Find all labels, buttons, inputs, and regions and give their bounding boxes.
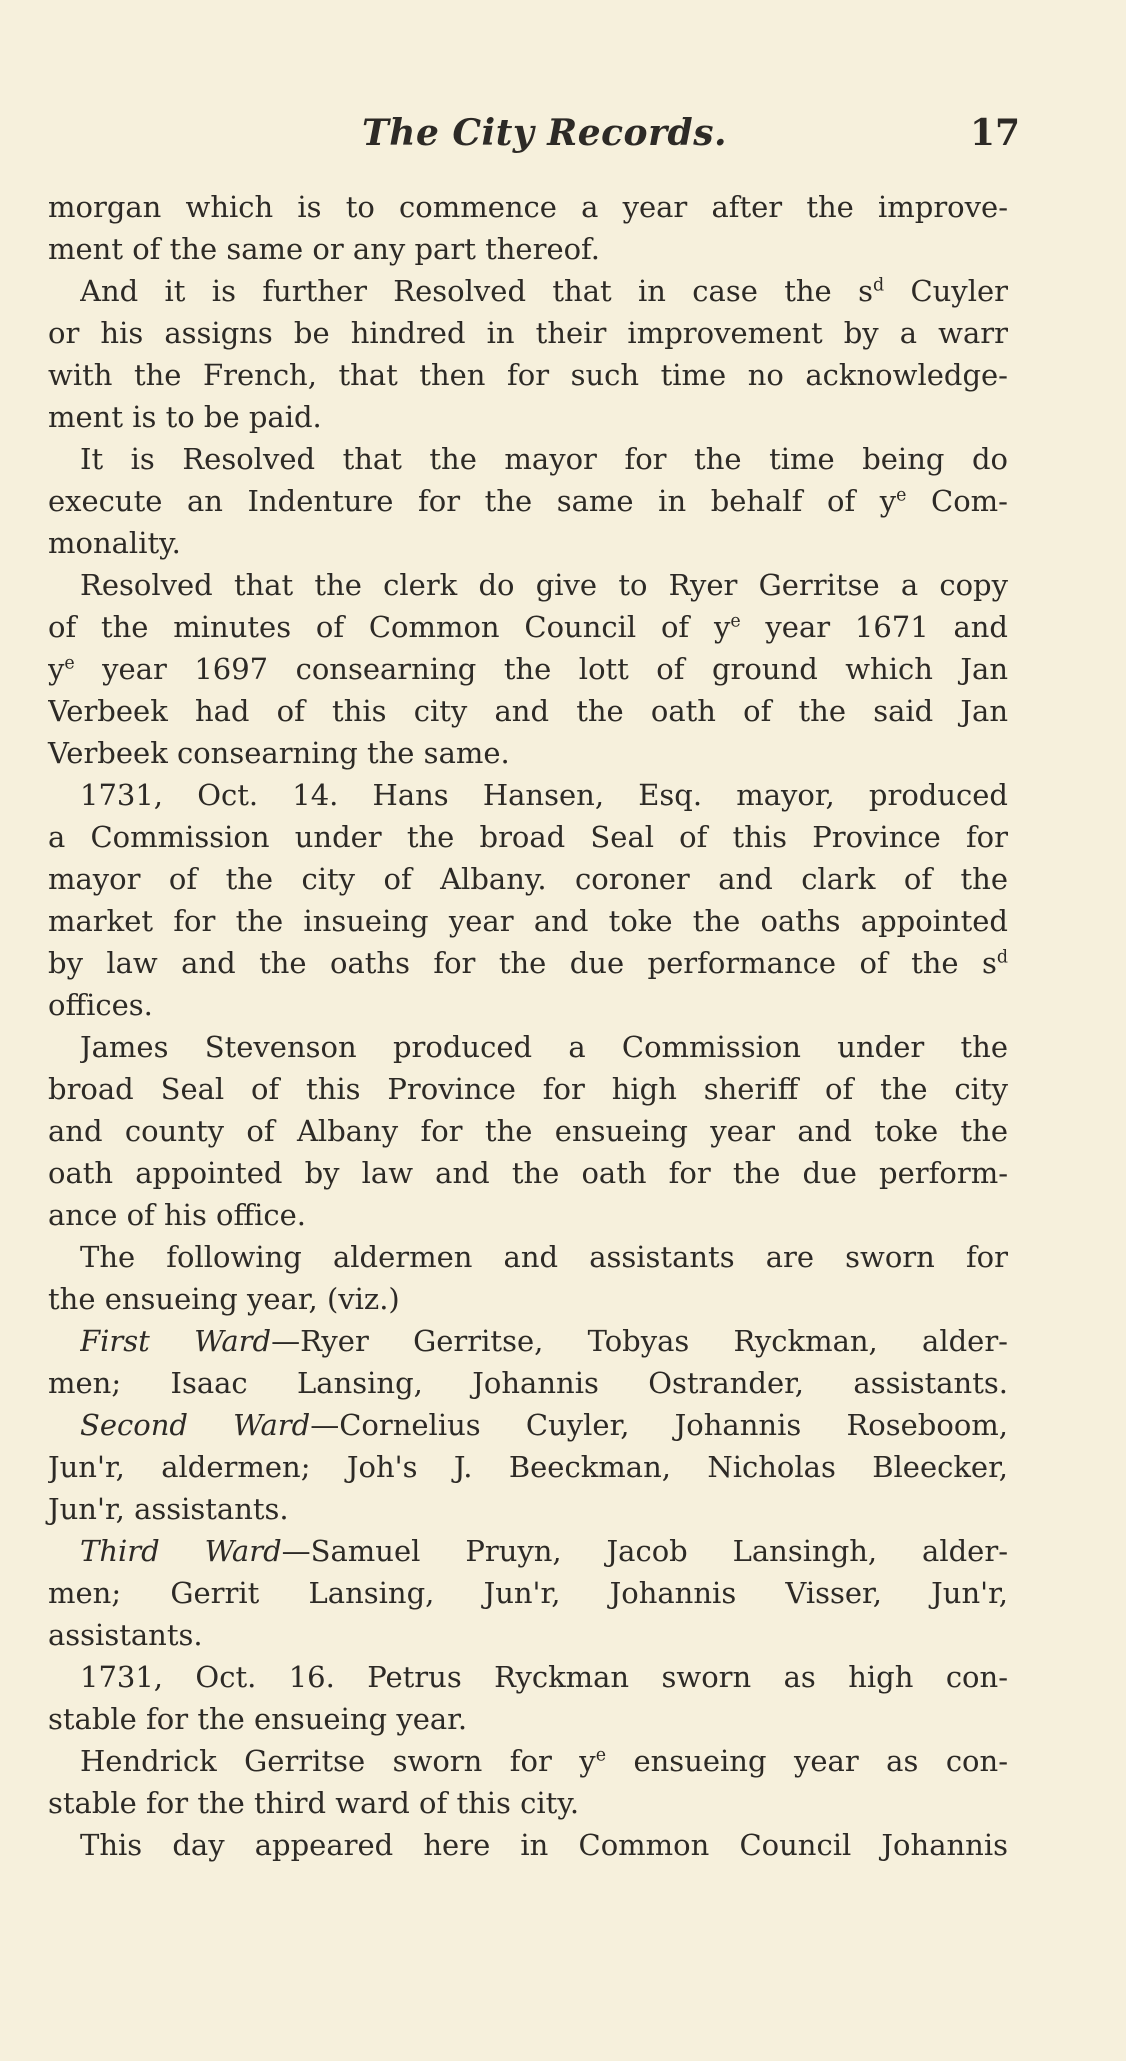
- text-line-content: [80, 1824, 1008, 1866]
- text-line: [0, 270, 1126, 312]
- text-line-content: [48, 228, 600, 270]
- text-line: [0, 942, 1126, 984]
- text-line: [0, 1278, 1126, 1320]
- superscript-abbrev: e: [64, 653, 75, 674]
- text-line-content: [48, 480, 1008, 522]
- text-line: [0, 1530, 1126, 1572]
- text-line: [0, 816, 1126, 858]
- superscript-abbrev: e: [730, 611, 741, 632]
- text-line-content: [80, 438, 1008, 480]
- text-line-content: [48, 816, 1008, 858]
- text-line: [0, 984, 1126, 1026]
- text-line-content: [48, 1572, 1008, 1614]
- text-line-content: [80, 564, 1008, 606]
- text-line: [0, 1152, 1126, 1194]
- text-line: [0, 564, 1126, 606]
- text-line: [0, 900, 1126, 942]
- text-line-content: [48, 1488, 289, 1530]
- text-line: [0, 438, 1126, 480]
- text-line-content: [48, 690, 1008, 732]
- text-segment: Cuyler: [884, 274, 1008, 308]
- superscript-abbrev: d: [996, 947, 1008, 968]
- text-segment: ensueing year as con-: [606, 1744, 1008, 1778]
- text-line-content: [48, 984, 153, 1026]
- text-segment: stable for the ensueing year.: [48, 1702, 468, 1736]
- text-line: [0, 186, 1126, 228]
- text-line: [0, 1404, 1126, 1446]
- text-segment: of the minutes of Common Council of y: [48, 610, 731, 644]
- text-line-content: [48, 858, 1008, 900]
- text-segment: oath appointed by law and the oath for the due perform-: [48, 1156, 1008, 1190]
- text-line-content: [48, 1362, 1008, 1404]
- text-segment: Verbeek consearning the same.: [48, 736, 510, 770]
- text-line-content: [48, 1698, 467, 1740]
- text-line: [0, 648, 1126, 690]
- text-line-content: [80, 1404, 1008, 1446]
- text-segment: Hendrick Gerritse sworn for y: [80, 1744, 596, 1778]
- text-line: [0, 1320, 1126, 1362]
- text-segment: Jun'r, aldermen; Joh's J. Beeckman, Nicholas Bleecker,: [48, 1450, 1008, 1484]
- text-line: [0, 480, 1126, 522]
- text-line: [0, 1782, 1126, 1824]
- text-line-content: [48, 1152, 1008, 1194]
- text-segment: 1731, Oct. 16. Petrus Ryckman sworn as high con-: [80, 1660, 1008, 1694]
- text-segment: offices.: [48, 988, 153, 1022]
- text-segment: or his assigns be hindred in their improvement by a warr: [48, 316, 1008, 350]
- text-line-content: [80, 1740, 1008, 1782]
- text-line: [0, 732, 1126, 774]
- text-line: [0, 1698, 1126, 1740]
- ward-heading: Third Ward: [80, 1534, 282, 1568]
- text-segment: It is Resolved that the mayor for the time being do: [80, 442, 1008, 476]
- text-segment: Resolved that the clerk do give to Ryer Gerritse a copy: [80, 568, 1008, 602]
- superscript-abbrev: e: [896, 485, 907, 506]
- text-segment: ment is to be paid.: [48, 400, 322, 434]
- superscript-abbrev: e: [595, 1745, 606, 1766]
- text-line-content: [48, 1110, 1008, 1152]
- text-segment: stable for the third ward of this city.: [48, 1786, 580, 1820]
- text-line: [0, 354, 1126, 396]
- text-segment: James Stevenson produced a Commission under the: [80, 1030, 1008, 1064]
- text-line-content: [48, 606, 1008, 648]
- text-line: [0, 1026, 1126, 1068]
- text-segment: and county of Albany for the ensueing year and toke the: [48, 1114, 1008, 1148]
- text-line-content: [48, 1194, 306, 1236]
- text-line-content: [48, 1782, 579, 1824]
- text-line-content: [48, 1614, 203, 1656]
- text-segment: y: [48, 652, 65, 686]
- body-text: [0, 186, 1126, 1866]
- text-segment: 1731, Oct. 14. Hans Hansen, Esq. mayor, produced: [80, 778, 1008, 812]
- page-number: 17: [970, 112, 1021, 154]
- text-line-content: [48, 942, 1008, 984]
- text-segment: And it is further Resolved that in case the s: [80, 274, 873, 308]
- text-segment: —Samuel Pruyn, Jacob Lansingh, alder-: [281, 1534, 1008, 1568]
- text-segment: ance of his office.: [48, 1198, 307, 1232]
- text-segment: year 1671 and: [740, 610, 1008, 644]
- text-segment: by law and the oaths for the due performance of the s: [48, 946, 997, 980]
- text-line: [0, 774, 1126, 816]
- ward-heading: Second Ward: [80, 1408, 311, 1442]
- text-line-content: [48, 900, 1008, 942]
- text-line: [0, 1446, 1126, 1488]
- text-line: [0, 1740, 1126, 1782]
- text-line: [0, 1362, 1126, 1404]
- text-segment: morgan which is to commence a year after the improve-: [48, 190, 1008, 224]
- text-segment: assistants.: [48, 1618, 203, 1652]
- text-segment: with the French, that then for such time no acknowledge-: [48, 358, 1008, 392]
- running-title: The City Records.: [362, 112, 728, 154]
- text-segment: broad Seal of this Province for high sheriff of the city: [48, 1072, 1008, 1106]
- text-line-content: [48, 186, 1008, 228]
- text-line: [0, 1194, 1126, 1236]
- text-line: [0, 228, 1126, 270]
- text-line-content: [48, 354, 1008, 396]
- text-segment: Com-: [906, 484, 1008, 518]
- text-line-content: [48, 648, 1008, 690]
- text-segment: men; Isaac Lansing, Johannis Ostrander, assistants.: [48, 1366, 1008, 1400]
- text-segment: Verbeek had of this city and the oath of the said Jan: [48, 694, 1008, 728]
- superscript-abbrev: d: [872, 275, 885, 296]
- text-line: [0, 606, 1126, 648]
- text-line: [0, 1110, 1126, 1152]
- text-line-content: [48, 1068, 1008, 1110]
- text-line: [0, 1236, 1126, 1278]
- text-segment: market for the insueing year and toke the oaths appointed: [48, 904, 1008, 938]
- text-segment: ment of the same or any part thereof.: [48, 232, 600, 266]
- text-segment: a Commission under the broad Seal of this Province for: [48, 820, 1008, 854]
- text-line-content: [80, 1026, 1008, 1068]
- text-line: [0, 1488, 1126, 1530]
- text-line-content: [48, 1278, 400, 1320]
- text-line-content: [48, 312, 1008, 354]
- text-segment: mayor of the city of Albany. coroner and clark of the: [48, 862, 1008, 896]
- text-line: [0, 312, 1126, 354]
- text-segment: execute an Indenture for the same in behalf of y: [48, 484, 897, 518]
- text-line: [0, 396, 1126, 438]
- text-line: [0, 522, 1126, 564]
- text-line: [0, 690, 1126, 732]
- text-segment: Jun'r, assistants.: [48, 1492, 289, 1526]
- text-segment: The following aldermen and assistants are sworn for: [80, 1240, 1008, 1274]
- text-line-content: [48, 396, 322, 438]
- text-line: [0, 1824, 1126, 1866]
- text-line-content: [80, 1236, 1008, 1278]
- text-line-content: [80, 1656, 1008, 1698]
- text-line: [0, 1572, 1126, 1614]
- text-segment: men; Gerrit Lansing, Jun'r, Johannis Visser, Jun'r,: [48, 1576, 1008, 1610]
- text-segment: monality.: [48, 526, 181, 560]
- text-segment: This day appeared here in Common Council Johannis: [80, 1828, 1008, 1862]
- text-line-content: [80, 774, 1008, 816]
- text-line-content: [80, 1320, 1008, 1362]
- text-line-content: [48, 1446, 1008, 1488]
- text-line: [0, 1614, 1126, 1656]
- text-segment: year 1697 consearning the lott of ground which Jan: [74, 652, 1008, 686]
- text-line: [0, 858, 1126, 900]
- text-line-content: [48, 522, 181, 564]
- text-line: [0, 1068, 1126, 1110]
- text-line-content: [80, 270, 1008, 312]
- text-line: [0, 1656, 1126, 1698]
- text-segment: the ensueing year, (viz.): [48, 1282, 400, 1316]
- text-line-content: [80, 1530, 1008, 1572]
- page-header: [0, 112, 1126, 162]
- text-segment: —Ryer Gerritse, Tobyas Ryckman, alder-: [271, 1324, 1008, 1358]
- ward-heading: First Ward: [80, 1324, 272, 1358]
- text-segment: —Cornelius Cuyler, Johannis Roseboom,: [310, 1408, 1008, 1442]
- text-line-content: [48, 732, 510, 774]
